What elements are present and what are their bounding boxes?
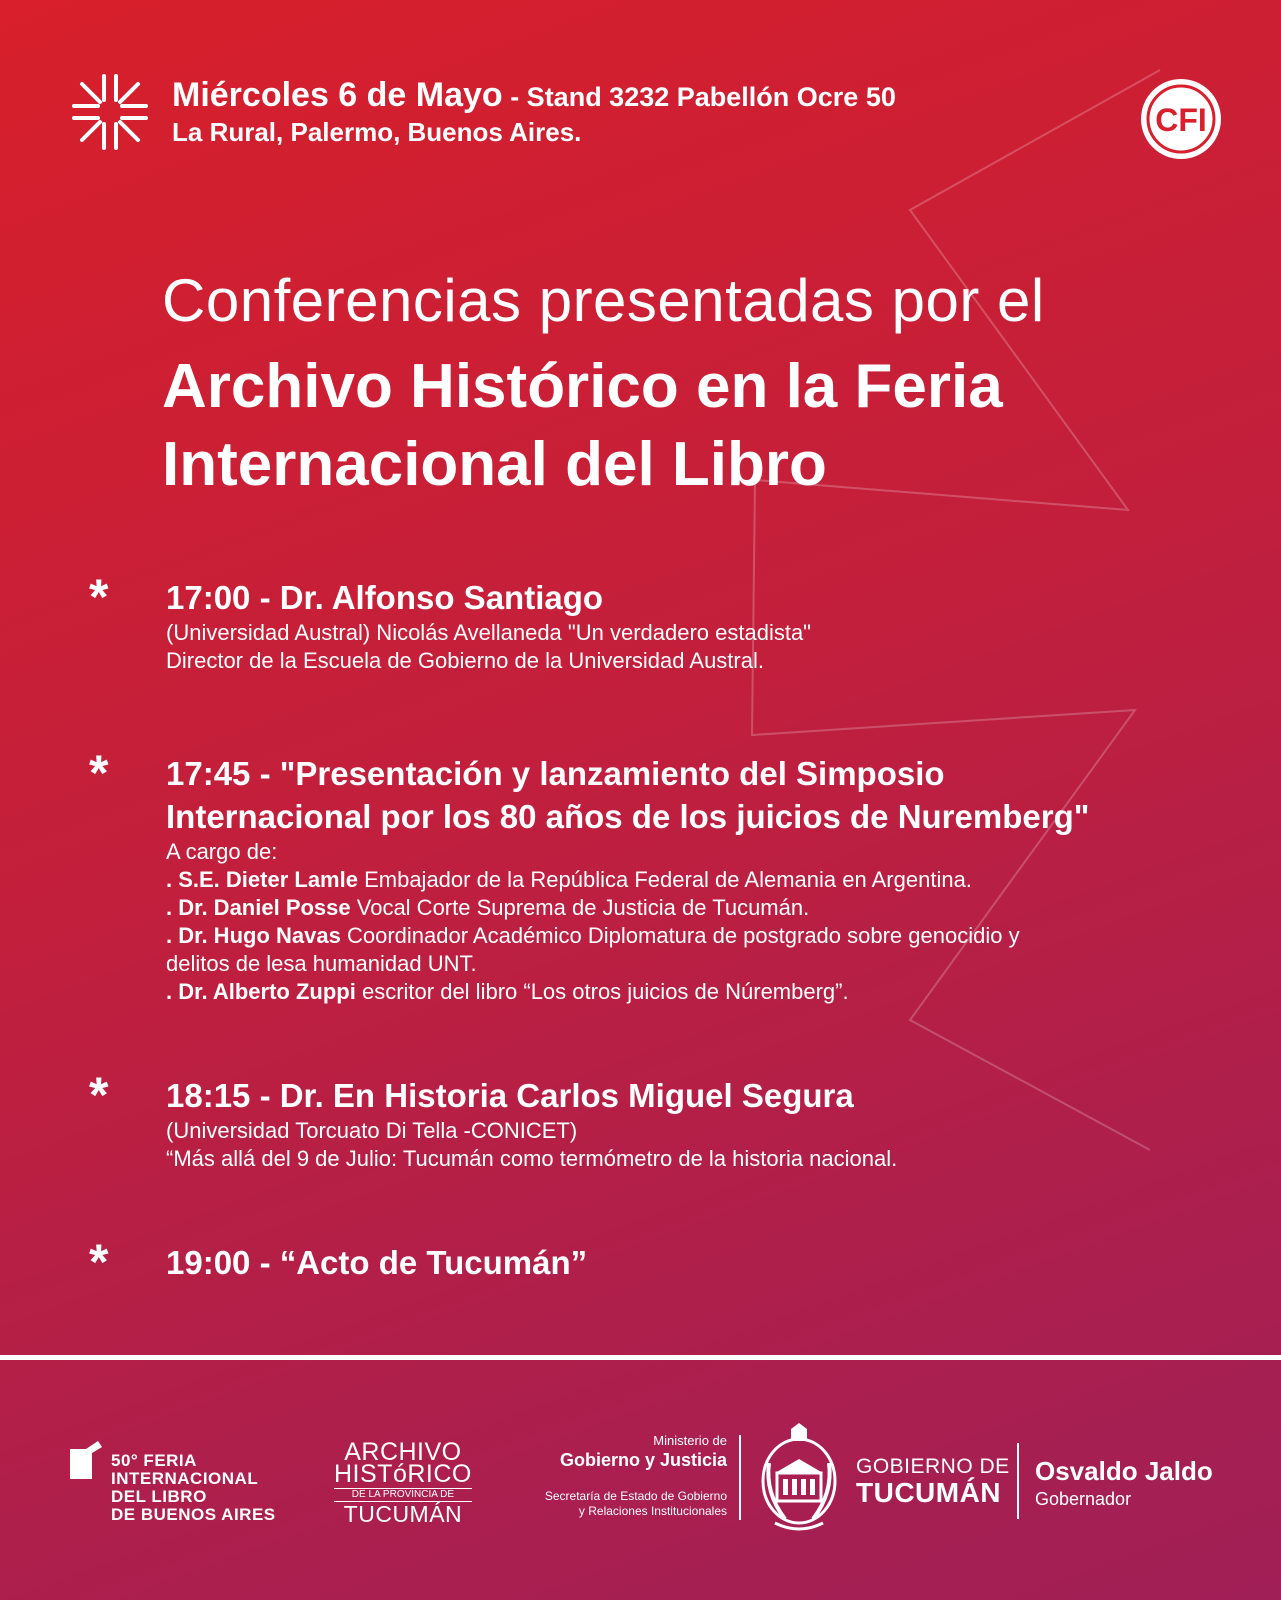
secretaria-line: Secretaría de Estado de Gobierno — [544, 1489, 727, 1503]
program-item — [89, 745, 1090, 1006]
program-item-detail: (Universidad Torcuato Di Tella -CONICET) — [166, 1118, 578, 1143]
program-item-detail: (Universidad Austral) Nicolás Avellaneda "Un verdadero estadista" — [166, 620, 811, 645]
program-item-detail: “Más allá del 9 de Julio: Tucumán como termómetro de la historia nacional. — [166, 1146, 898, 1171]
program-item-intro: A cargo de: — [166, 839, 278, 864]
book-fair-line: 50° FERIA — [111, 1451, 197, 1470]
ministerio-logo — [500, 1433, 727, 1519]
program-item — [89, 569, 811, 675]
speaker-name: . Dr. Daniel Posse — [166, 895, 351, 920]
archivo-historico-logo — [334, 1440, 472, 1526]
speaker-name: . Dr. Alberto Zuppi — [166, 979, 356, 1004]
cfi-logo-text: CFI — [1155, 102, 1207, 138]
archivo-logo-line: DE LA PROVINCIA DE — [334, 1488, 472, 1502]
speaker-line — [166, 894, 1089, 922]
book-fair-line: DEL LIBRO — [111, 1487, 207, 1506]
page-title-line: Internacional del Libro — [162, 430, 827, 499]
program-item-detail: Director de la Escuela de Gobierno de la Universidad Austral. — [166, 648, 764, 673]
footer-separator — [1017, 1443, 1019, 1519]
program-item — [89, 1067, 898, 1173]
event-stand: - Stand 3232 Pabellón Ocre 50 — [502, 82, 896, 112]
footer-divider — [0, 1355, 1281, 1360]
asterisk-logo-icon — [70, 72, 150, 152]
tucuman-coat-of-arms-icon — [755, 1423, 843, 1535]
secretaria-line: y Relaciones Institucionales — [578, 1504, 727, 1518]
speaker-role: Vocal Corte Suprema de Justicia de Tucumán. — [350, 895, 810, 920]
archivo-logo-line: HISTóRICO — [334, 1460, 472, 1488]
book-fair-line: DE BUENOS AIRES — [111, 1505, 276, 1524]
gobierno-tucuman-logo — [856, 1456, 1010, 1507]
program-item-title: 19:00 - “Acto de Tucumán” — [166, 1244, 588, 1281]
program-item-title: 17:00 - Dr. Alfonso Santiago — [166, 579, 604, 616]
program-item — [89, 1234, 588, 1290]
cfi-logo-icon — [1138, 76, 1224, 162]
ministerio-label: Ministerio de — [653, 1433, 727, 1448]
event-location: La Rural, Palermo, Buenos Aires. — [172, 117, 582, 147]
event-date-line — [172, 76, 896, 115]
page-title-line: Archivo Histórico en la Feria — [162, 352, 1003, 421]
speaker-name: . Dr. Hugo Navas — [166, 923, 341, 948]
speaker-line — [166, 922, 1089, 950]
program-item-title: Internacional por los 80 años de los juicios de Nuremberg" — [166, 798, 1090, 835]
program-item-title: 17:45 - "Presentación y lanzamiento del Simposio — [166, 755, 945, 792]
archivo-logo-line: ARCHIVO — [344, 1438, 462, 1466]
bullet-asterisk-icon: * — [89, 745, 109, 801]
archivo-logo-line: TUCUMÁN — [343, 1501, 463, 1527]
speaker-line — [166, 978, 1089, 1006]
book-fair-logo-text — [111, 1452, 276, 1524]
book-fair-line: INTERNACIONAL — [111, 1469, 259, 1488]
speaker-role: escritor del libro “Los otros juicios de Núremberg”. — [355, 979, 849, 1004]
speaker-role: Coordinador Académico Diplomatura de postgrado sobre genocidio y — [340, 923, 1020, 948]
event-date: Miércoles 6 de Mayo — [172, 76, 503, 114]
program-item-title: 18:15 - Dr. En Historia Carlos Miguel Segura — [166, 1077, 854, 1114]
page-title-intro: Conferencias presentadas por el — [162, 267, 1045, 334]
ministerio-name: Gobierno y Justicia — [559, 1450, 727, 1470]
speaker-role: Embajador de la República Federal de Alemania en Argentina. — [357, 867, 972, 892]
tucuman-label: TUCUMÁN — [856, 1477, 1002, 1508]
bullet-asterisk-icon: * — [89, 569, 109, 625]
speaker-line — [166, 866, 1089, 894]
governor-name: Osvaldo Jaldo — [1035, 1456, 1213, 1486]
governor-title: Gobernador — [1035, 1489, 1132, 1509]
bullet-asterisk-icon: * — [89, 1234, 109, 1290]
secretaria-text — [500, 1489, 727, 1519]
footer-separator — [739, 1435, 741, 1520]
speaker-role-continued: delitos de lesa humanidad UNT. — [166, 951, 477, 976]
gobierno-de-label: GOBIERNO DE — [856, 1455, 1010, 1478]
bullet-asterisk-icon: * — [89, 1067, 109, 1123]
governor-block — [1035, 1456, 1213, 1510]
book-fair-logo-icon — [70, 1441, 104, 1479]
speaker-name: . S.E. Dieter Lamle — [166, 867, 358, 892]
page-title — [162, 348, 1003, 504]
